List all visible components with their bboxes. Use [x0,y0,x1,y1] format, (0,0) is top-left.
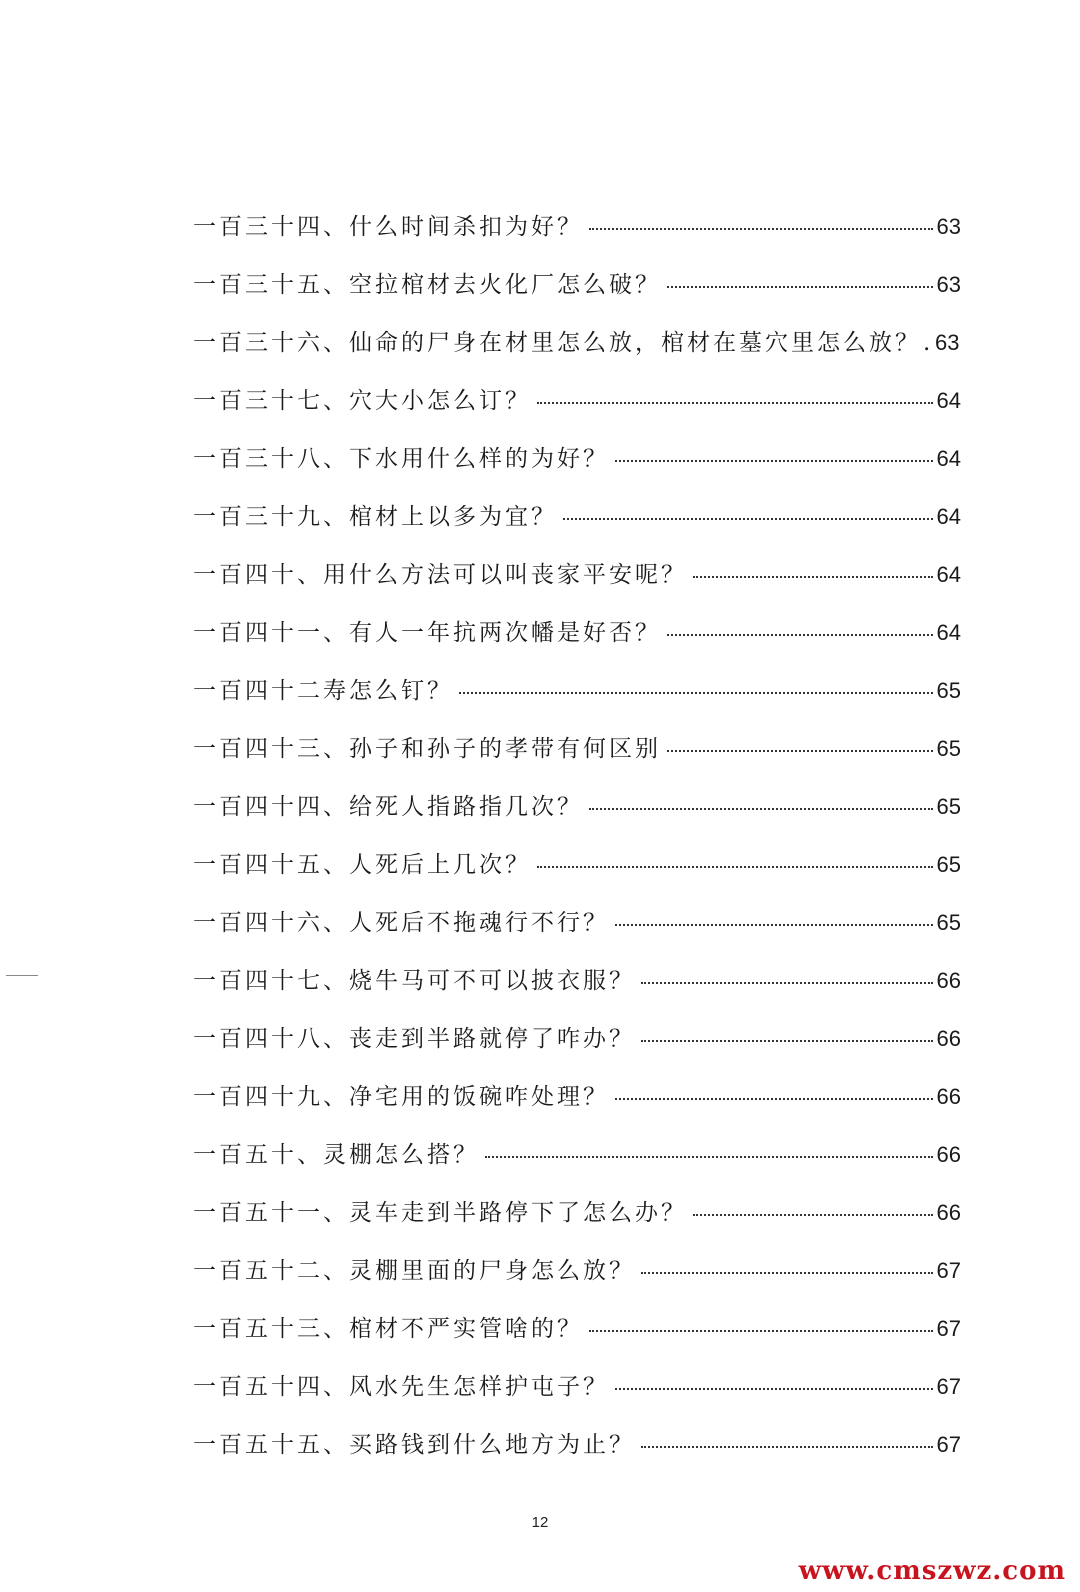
toc-entry-title: 一百三十七、穴大小怎么订？ [193,388,531,414]
dot-leader [693,1214,933,1216]
toc-entry-page: 67 [936,1316,961,1341]
toc-entry-page: 66 [936,1200,961,1225]
toc-entry-page: 67 [936,1258,961,1283]
toc-entry-title: 一百三十九、棺材上以多为宜？ [193,504,557,530]
toc-entry-page: 66 [936,1084,961,1109]
toc-entry [193,556,961,614]
toc-entry [193,1136,961,1194]
watermark: www.cmszwz.com [798,1556,1066,1586]
toc-entry-title: 一百五十、灵棚怎么搭？ [193,1142,479,1168]
dot-leader [641,1040,933,1042]
toc-entry [193,614,961,672]
dot-leader [537,402,933,404]
toc-entry [193,498,961,556]
toc-entry-title: 一百四十六、人死后不拖魂行不行？ [193,910,609,936]
dot-leader [693,576,933,578]
toc-entry-title: 一百五十四、风水先生怎样护屯子？ [193,1374,609,1400]
dot-leader [615,924,933,926]
dot-leader [563,518,933,520]
dot-leader [485,1156,933,1158]
toc-entry [193,1194,961,1252]
dot-leader [589,228,933,230]
toc-entry-title: 一百五十五、买路钱到什么地方为止？ [193,1432,635,1458]
toc-entry-page: 64 [936,504,961,529]
toc-entry-title: 一百三十五、空拉棺材去火化厂怎么破？ [193,272,661,298]
dot-leader [589,808,933,810]
toc-entry-page: 63 [935,330,960,355]
toc-entry [193,962,961,1020]
toc-entry [193,904,961,962]
toc-entry [193,382,961,440]
page-number: 12 [531,1514,549,1531]
toc-entry-page: 65 [936,910,961,935]
toc-entry-title: 一百四十、用什么方法可以叫丧家平安呢？ [193,562,687,588]
toc-entry [193,208,961,266]
toc-entry-page: 65 [936,794,961,819]
dot-leader [667,634,933,636]
toc-entry-title: 一百三十四、什么时间杀扣为好？ [193,214,583,240]
dot-leader [589,1330,933,1332]
toc-entry [193,1426,961,1484]
toc-entry-title: 一百四十五、人死后上几次？ [193,852,531,878]
table-of-contents [193,208,961,1484]
toc-entry-page: 64 [936,620,961,645]
toc-entry [193,788,961,846]
dot-leader [615,1098,933,1100]
toc-entry-page: 66 [936,1142,961,1167]
toc-entry-page: 63 [936,214,961,239]
dot-leader [667,750,933,752]
toc-entry-title: 一百四十一、有人一年抗两次幡是好否？ [193,620,661,646]
dot-leader [641,982,933,984]
toc-entry-title: 一百三十八、下水用什么样的为好？ [193,446,609,472]
toc-entry [193,324,961,382]
dot-leader [667,286,933,288]
toc-entry-page: 66 [936,1026,961,1051]
toc-entry-title: 一百四十三、孙子和孙子的孝带有何区别 [193,736,661,762]
toc-entry-page: 64 [936,562,961,587]
margin-mark [6,975,38,976]
toc-entry [193,1310,961,1368]
toc-entry-title: 一百五十二、灵棚里面的尸身怎么放？ [193,1258,635,1284]
toc-entry-page: 66 [936,968,961,993]
toc-entry-page: 67 [936,1374,961,1399]
toc-entry-page: 65 [936,852,961,877]
dot-leader [537,866,933,868]
dot-leader [641,1446,933,1448]
toc-entry [193,1252,961,1310]
toc-entry-page: 65 [936,736,961,761]
toc-entry-page: 63 [936,272,961,297]
dot-leader [641,1272,933,1274]
toc-entry-title: 一百五十一、灵车走到半路停下了怎么办？ [193,1200,687,1226]
toc-entry [193,440,961,498]
toc-entry-page: 67 [936,1432,961,1457]
toc-entry-page: 64 [936,388,961,413]
dot-leader [459,692,933,694]
toc-entry-title: 一百五十三、棺材不严实管啥的？ [193,1316,583,1342]
toc-entry-title: 一百四十七、烧牛马可不可以披衣服？ [193,968,635,994]
toc-entry [193,730,961,788]
toc-entry-title: 一百三十六、仙命的尸身在材里怎么放，棺材在墓穴里怎么放？ [193,330,921,356]
toc-entry [193,672,961,730]
dot-leader [923,330,933,356]
toc-entry [193,266,961,324]
toc-entry-title: 一百四十四、给死人指路指几次？ [193,794,583,820]
toc-entry [193,1368,961,1426]
toc-entry-title: 一百四十二寿怎么钉？ [193,678,453,704]
toc-entry-page: 64 [936,446,961,471]
toc-entry [193,1078,961,1136]
dot-leader [615,460,933,462]
toc-entry [193,846,961,904]
toc-entry [193,1020,961,1078]
toc-entry-title: 一百四十八、丧走到半路就停了咋办？ [193,1026,635,1052]
toc-entry-title: 一百四十九、净宅用的饭碗咋处理？ [193,1084,609,1110]
dot-leader [615,1388,933,1390]
toc-entry-page: 65 [936,678,961,703]
